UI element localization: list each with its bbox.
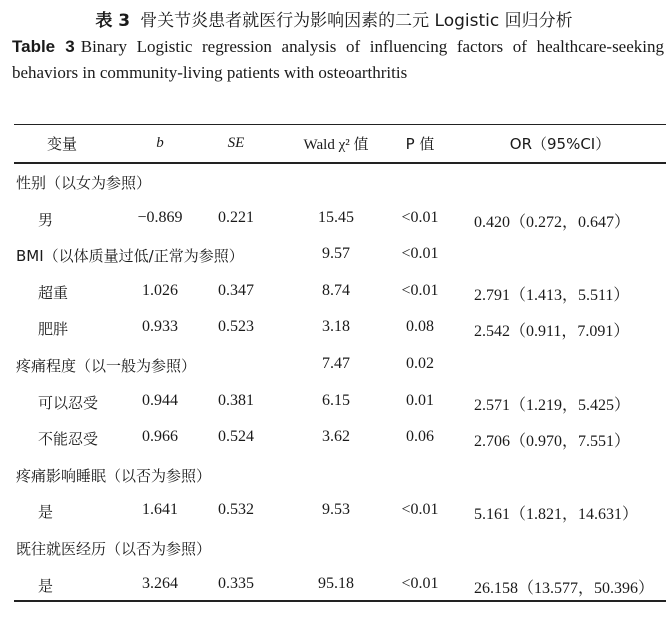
table-row (0, 428, 668, 452)
cell-wald: 9.57 (322, 245, 350, 263)
cell-p: <0.01 (401, 208, 439, 226)
table-row (0, 465, 668, 489)
cell-b: 0.933 (142, 318, 178, 336)
table-row (0, 392, 668, 416)
row-label: 既往就医经历（以否为参照） (16, 540, 212, 558)
cell-b: 0.966 (142, 428, 178, 446)
cell-p: 0.08 (406, 318, 434, 336)
cell-wald: 3.62 (322, 428, 350, 446)
cell-p: <0.01 (401, 245, 439, 263)
row-label: 不能忍受 (38, 430, 99, 449)
cell-p: 0.06 (406, 428, 434, 446)
table-row (0, 209, 668, 233)
header-se-text: SE (227, 135, 245, 151)
row-label: 可以忍受 (38, 393, 99, 412)
cell-wald: 95.18 (318, 574, 354, 592)
table-row (0, 318, 668, 342)
cell-se: 0.347 (218, 281, 254, 299)
cell-b: 1.026 (142, 281, 178, 299)
row-label: 疼痛程度（以一般为参照） (16, 357, 197, 375)
header-wald: Wald χ² 值 (303, 137, 369, 153)
cell-se: 0.524 (218, 428, 254, 446)
table-row (0, 355, 668, 379)
table-row (0, 172, 668, 196)
cell-se: 0.335 (218, 574, 254, 592)
cell-or: 2.791（1.413，5.511） (474, 286, 630, 304)
table-number-cn: 表 3 (95, 11, 131, 31)
cell-wald: 7.47 (322, 355, 350, 372)
cell-se: 0.221 (218, 208, 254, 226)
row-label: 肥胖 (38, 320, 69, 339)
top-rule (14, 124, 666, 125)
cell-or: 0.420（0.272，0.647） (474, 213, 631, 231)
cell-wald: 9.53 (322, 501, 350, 519)
table-row (0, 282, 668, 306)
cell-wald: 8.74 (322, 281, 350, 299)
cell-b: −0.869 (137, 208, 183, 226)
cell-se: 0.523 (218, 318, 254, 336)
table-title-en (12, 34, 664, 86)
row-label: 男 (38, 210, 54, 229)
table-number-en: Table 3 (12, 37, 75, 56)
cell-p: 0.01 (406, 391, 434, 409)
header-variable: 变量 (46, 135, 78, 153)
row-label: 超重 (38, 283, 69, 302)
cell-or: 26.158（13.577，50.396） (474, 579, 655, 597)
row-label: 性别（以女为参照） (16, 174, 152, 192)
cell-b: 0.944 (142, 391, 178, 409)
cell-or: 2.571（1.219，5.425） (474, 396, 631, 414)
cell-wald: 3.18 (322, 318, 350, 336)
table-row (0, 538, 668, 562)
cell-p: <0.01 (401, 501, 439, 519)
cell-se: 0.532 (218, 501, 254, 519)
table-title-cn (0, 6, 668, 31)
header-or: OR（95%CI） (509, 135, 611, 153)
cell-se: 0.381 (218, 391, 254, 409)
row-label: 是 (38, 576, 54, 595)
row-label: BMI（以体质量过低/正常为参照） (16, 247, 244, 266)
header-b (156, 133, 164, 152)
table-row (0, 245, 668, 269)
header-b-text: b (156, 135, 164, 151)
cell-wald: 15.45 (318, 208, 354, 226)
cell-b: 1.641 (142, 501, 178, 519)
header-p: P 值 (405, 135, 435, 153)
table-row (0, 575, 668, 599)
header-se (228, 133, 245, 152)
cell-p: 0.02 (406, 355, 434, 372)
title-text-cn: 骨关节炎患者就医行为影响因素的二元 Logistic 回归分析 (140, 11, 573, 31)
cell-p: <0.01 (401, 574, 439, 592)
title-text-en: Binary Logistic regression analysis of influencing factors of healthcare-seeking behaviors in community-living patients with osteoarthritis (12, 37, 664, 82)
bottom-rule (14, 600, 666, 602)
table-row (0, 501, 668, 525)
cell-or: 2.542（0.911，7.091） (474, 323, 630, 341)
row-label: 疼痛影响睡眠（以否为参照） (16, 466, 212, 485)
cell-or: 5.161（1.821，14.631） (474, 506, 639, 524)
header-rule (14, 162, 666, 164)
cell-or: 2.706（0.970，7.551） (474, 433, 631, 451)
cell-p: <0.01 (401, 281, 439, 299)
row-label: 是 (38, 503, 54, 522)
cell-wald: 6.15 (322, 391, 350, 409)
cell-b: 3.264 (142, 574, 178, 592)
